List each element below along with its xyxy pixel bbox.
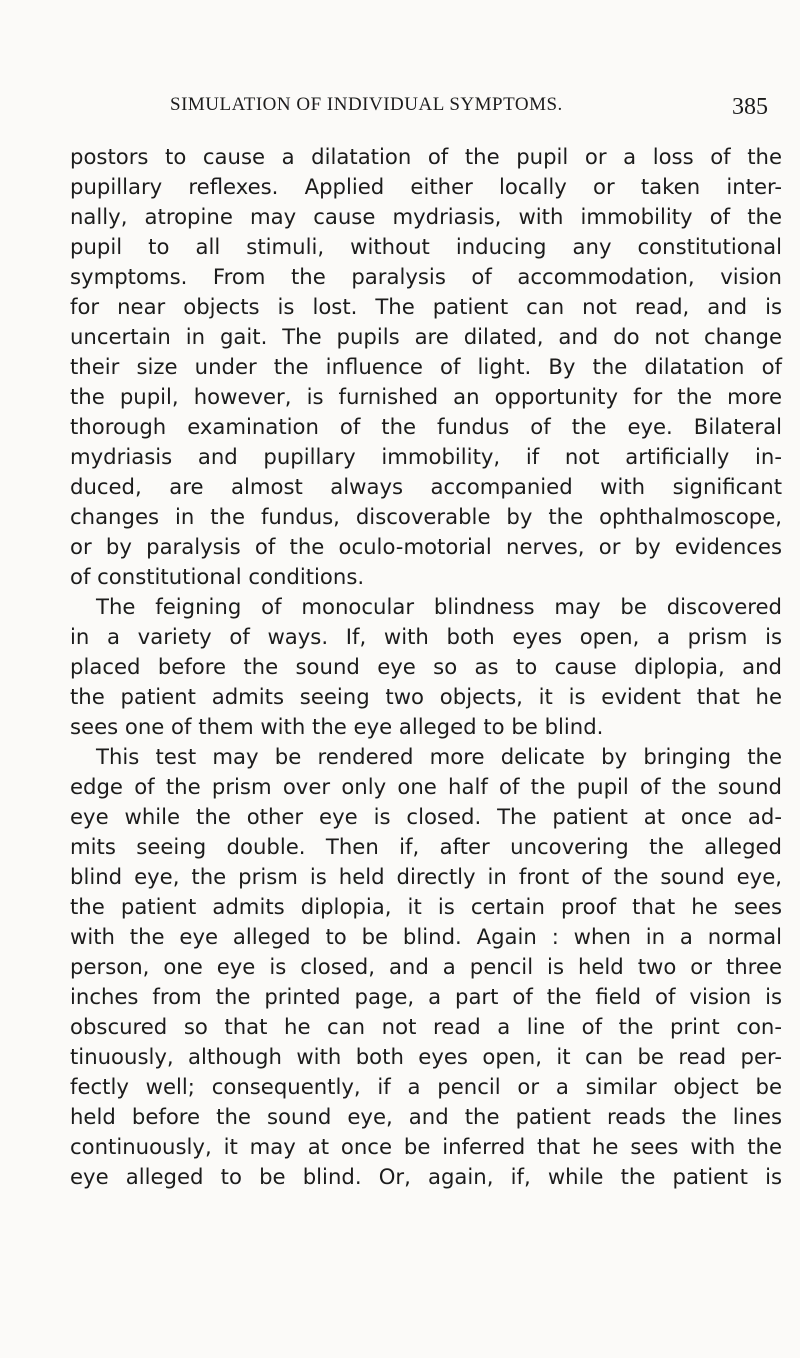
- text-line: inches from the printed page, a part of the field of vision is: [70, 984, 782, 1009]
- text-line: mydriasis and pupillary immobility, if not artificially in-: [70, 444, 782, 469]
- page-number: 385: [732, 94, 768, 120]
- paragraph-start-line: This test may be rendered more delicate by bringing the: [96, 744, 782, 769]
- text-line: pupil to all stimuli, without inducing any constitutional: [70, 234, 782, 259]
- text-line: eye alleged to be blind. Or, again, if, while the patient is: [70, 1164, 782, 1189]
- text-line: the pupil, however, is furnished an opportunity for the more: [70, 384, 782, 409]
- text-line: continuously, it may at once be inferred that he sees with the: [70, 1134, 782, 1159]
- text-line: duced, are almost always accompanied with significant: [70, 474, 782, 499]
- text-line: in a variety of ways. If, with both eyes open, a prism is: [70, 624, 782, 649]
- text-line: postors to cause a dilatation of the pupil or a loss of the: [70, 144, 782, 169]
- paragraph-start-line: The feigning of monocular blindness may be discovered: [96, 594, 782, 619]
- text-line: held before the sound eye, and the patient reads the lines: [70, 1104, 782, 1129]
- text-line: placed before the sound eye so as to cause diplopia, and: [70, 654, 782, 679]
- text-line: symptoms. From the paralysis of accommodation, vision: [70, 264, 782, 289]
- text-line: uncertain in gait. The pupils are dilated, and do not change: [70, 324, 782, 349]
- text-line: thorough examination of the fundus of the eye. Bilateral: [70, 414, 782, 439]
- text-line: pupillary reflexes. Applied either locally or taken inter-: [70, 174, 782, 199]
- text-line: eye while the other eye is closed. The patient at once ad-: [70, 804, 782, 829]
- paragraph-end-line: sees one of them with the eye alleged to be blind.: [70, 714, 604, 739]
- running-head: SIMULATION OF INDIVIDUAL SYMPTOMS.: [170, 94, 563, 115]
- text-line: mits seeing double. Then if, after uncovering the alleged: [70, 834, 782, 859]
- text-line: with the eye alleged to be blind. Again : when in a normal: [70, 924, 782, 949]
- text-line: tinuously, although with both eyes open, it can be read per-: [70, 1044, 782, 1069]
- text-line: person, one eye is closed, and a pencil is held two or three: [70, 954, 782, 979]
- text-line: the patient admits diplopia, it is certain proof that he sees: [70, 894, 782, 919]
- text-line: blind eye, the prism is held directly in front of the sound eye,: [70, 864, 782, 889]
- text-line: for near objects is lost. The patient can not read, and is: [70, 294, 782, 319]
- text-line: their size under the influence of light. By the dilatation of: [70, 354, 782, 379]
- text-line: or by paralysis of the oculo-motorial nerves, or by evidences: [70, 534, 782, 559]
- text-line: fectly well; consequently, if a pencil or a similar object be: [70, 1074, 782, 1099]
- text-line: nally, atropine may cause mydriasis, with immobility of the: [70, 204, 782, 229]
- text-line: changes in the fundus, discoverable by the ophthalmoscope,: [70, 504, 782, 529]
- text-line: obscured so that he can not read a line of the print con-: [70, 1014, 782, 1039]
- text-line: the patient admits seeing two objects, it is evident that he: [70, 684, 782, 709]
- text-line: edge of the prism over only one half of the pupil of the sound: [70, 774, 782, 799]
- paragraph-end-line: of constitutional conditions.: [70, 564, 365, 589]
